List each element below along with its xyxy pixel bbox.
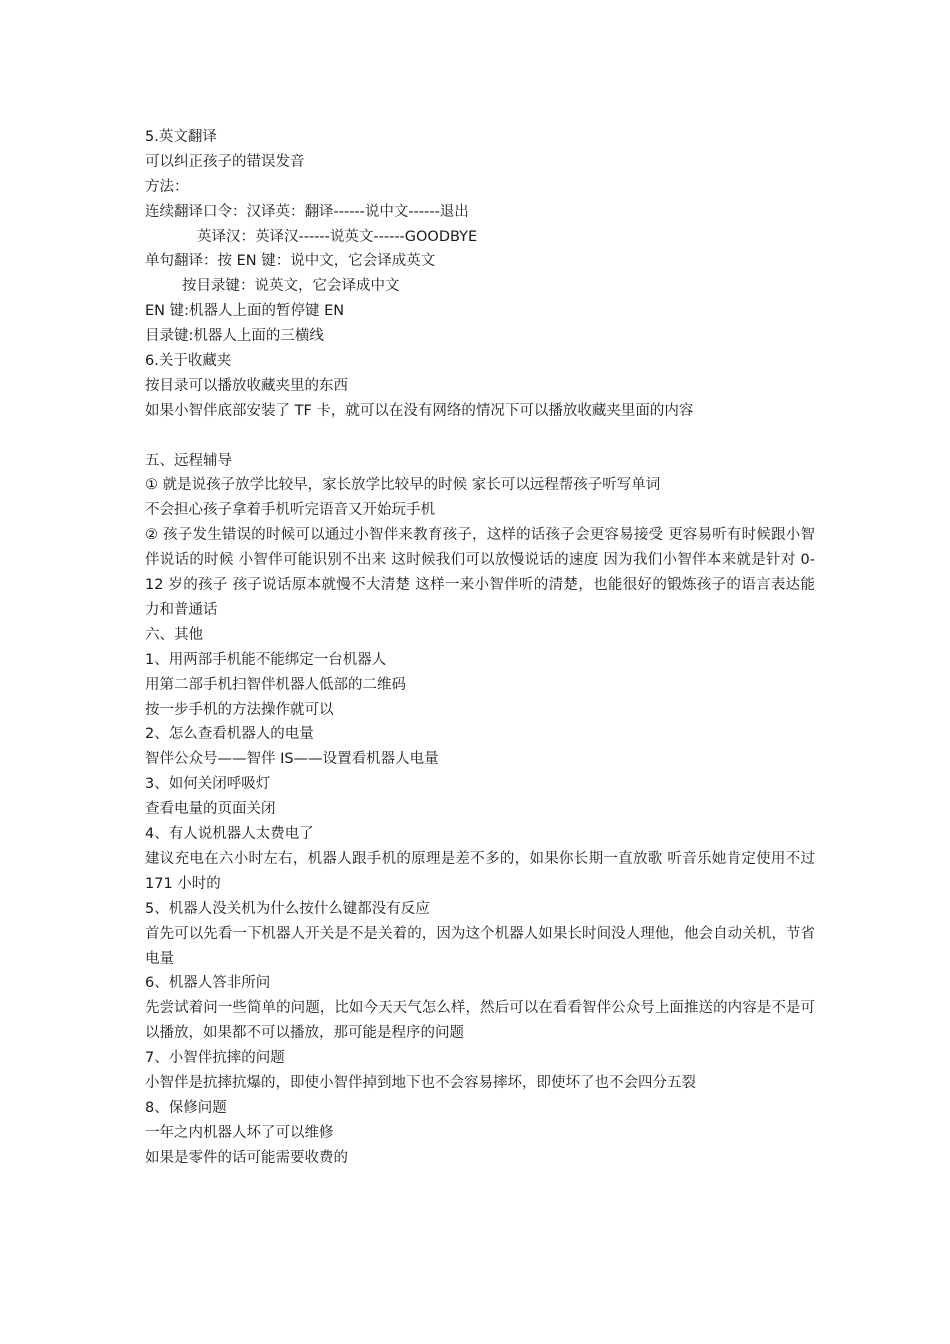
faq-answer: 小智伴是抗摔抗爆的，即使小智伴掉到地下也不会容易摔坏，即使坏了也不会四分五裂 [145, 1075, 696, 1091]
paragraph-line: 方法： [145, 178, 189, 195]
faq-question: 5、机器人没关机为什么按什么键都没有反应 [145, 900, 430, 917]
paragraph-line: 不会担心孩子拿着手机听完语音又开始玩手机 [145, 502, 435, 519]
paragraph-line: 单句翻译：按 EN 键：说中文，它会译成英文 [145, 253, 436, 270]
faq-question: 1、用两部手机能不能绑定一台机器人 [145, 651, 387, 668]
faq-answer: 如果是零件的话可能需要收费的 [145, 1149, 348, 1166]
faq-answer: 按一步手机的方法操作就可以 [145, 701, 334, 718]
faq-answer: 一年之内机器人坏了可以维修 [145, 1124, 334, 1141]
faq-answer: 用第二部手机扫智伴机器人低部的二维码 [145, 676, 406, 693]
paragraph-line: 连续翻译口令：汉译英：翻译------说中文------退出 [145, 203, 469, 220]
section-heading-favorites: 6.关于收藏夹 [145, 353, 232, 370]
paragraph-line: 可以纠正孩子的错误发音 [145, 153, 305, 170]
faq-answer: 首先可以先看一下机器人开关是不是关着的，因为这个机器人如果长时间没人理他，他会自动关机，节省电量 [145, 925, 815, 967]
faq-question: 3、如何关闭呼吸灯 [145, 776, 271, 793]
section-heading-translation: 5.英文翻译 [145, 129, 217, 145]
faq-question: 8、保修问题 [145, 1099, 227, 1116]
faq-answer: 查看电量的页面关闭 [145, 801, 276, 818]
paragraph-line: 目录键:机器人上面的三横线 [145, 328, 324, 345]
faq-answer: 建议充电在六小时左右，机器人跟手机的原理是差不多的，如果你长期一直放歌 听音乐她肯定使用不过 171 小时的 [145, 850, 815, 892]
faq-question: 4、有人说机器人太费电了 [145, 826, 314, 842]
paragraph-line: ① 就是说孩子放学比较早，家长放学比较早的时候 家长可以远程帮孩子听写单词 [145, 477, 661, 494]
blank-line [145, 424, 815, 449]
paragraph-line: 如果小智伴底部安装了 TF 卡，就可以在没有网络的情况下可以播放收藏夹里面的内容 [145, 402, 694, 419]
document-body [145, 125, 815, 1171]
paragraph-block: ② 孩子发生错误的时候可以通过小智伴来教育孩子，这样的话孩子会更容易接受 更容易听有时候跟小智伴说话的时候 小智伴可能识别不出来 这时候我们可以放慢说话的速度 因为我们小智伴本来就是针对 0-12 岁的孩子 孩子说话原本就慢不大清楚 这样一来小智伴听的清楚，也能很好的锻炼孩子的语言表达能力和普通话 [145, 527, 815, 618]
paragraph-line-indented: 按目录键：说英文，它会译成中文 [182, 278, 400, 295]
faq-question: 7、小智伴抗摔的问题 [145, 1050, 285, 1067]
paragraph-line-indented: 英译汉：英译汉------说英文------GOODBYE [197, 228, 478, 245]
faq-answer: 智伴公众号——智伴 IS——设置看机器人电量 [145, 751, 439, 768]
faq-answer: 先尝试着问一些简单的问题，比如今天天气怎么样，然后可以在看看智伴公众号上面推送的内容是不是可以播放，如果都不可以播放，那可能是程序的问题 [145, 1000, 815, 1042]
paragraph-line: 按目录可以播放收藏夹里的东西 [145, 377, 348, 394]
paragraph-line: EN 键:机器人上面的暂停键 EN [145, 303, 345, 320]
section-heading-other: 六、其他 [145, 626, 203, 643]
section-heading-remote-tutoring: 五、远程辅导 [145, 452, 232, 469]
faq-question: 2、怎么查看机器人的电量 [145, 726, 314, 743]
faq-question: 6、机器人答非所问 [145, 975, 271, 992]
